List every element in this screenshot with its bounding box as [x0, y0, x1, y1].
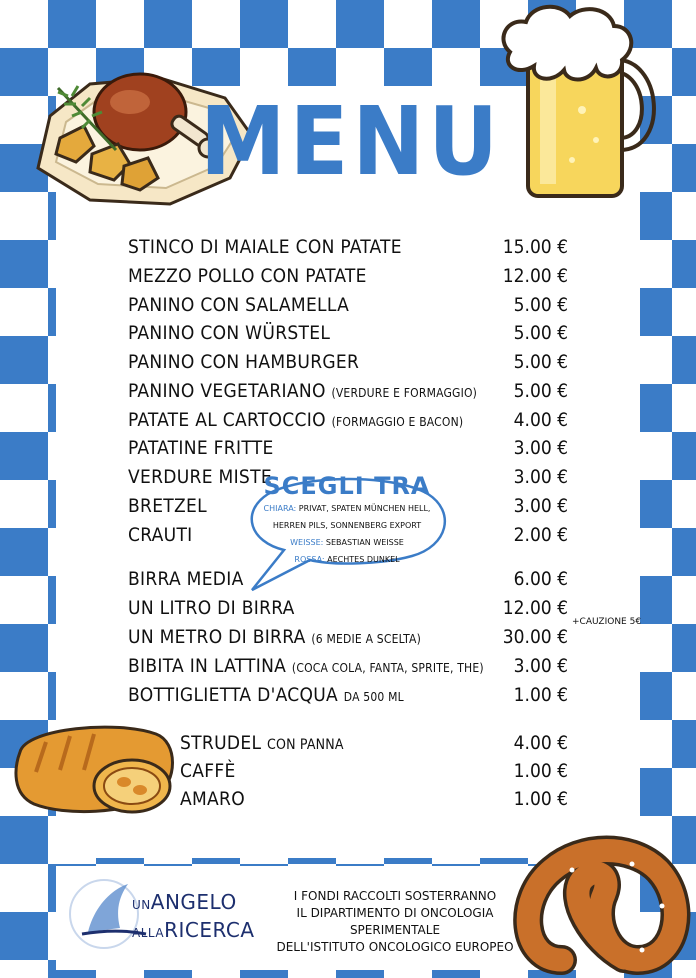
item-note: (VERDURE E FORMAGGIO) [331, 386, 478, 400]
item-price: 5.00 € [513, 294, 568, 316]
strudel-illustration [6, 712, 182, 820]
item-price: 4.00 € [513, 409, 568, 431]
item-name: PATATINE FRITTE [128, 437, 274, 459]
list-item [180, 732, 568, 760]
logo-text-line2: ALLARICERCA [132, 918, 255, 942]
list-item [180, 788, 568, 816]
item-name: MEZZO POLLO CON PATATE [128, 265, 367, 287]
footer-line-3: DELL'ISTITUTO ONCOLOGICO EUROPEO [276, 940, 514, 954]
menu-title: MENU [200, 87, 503, 197]
item-price: 1.00 € [513, 788, 568, 810]
item-name: AMARO [180, 788, 245, 810]
item-price: 3.00 € [513, 466, 568, 488]
item-price: 12.00 € [502, 265, 568, 287]
item-name: CRAUTI [128, 524, 193, 546]
list-item [180, 760, 568, 788]
item-price: 15.00 € [502, 236, 568, 258]
list-item [128, 294, 568, 322]
list-item [128, 322, 568, 350]
list-item [128, 437, 568, 465]
footer-text [250, 888, 540, 956]
item-note: (FORMAGGIO E BACON) [331, 415, 464, 429]
item-price: 5.00 € [513, 322, 568, 344]
bubble-title: SCEGLI TRA [263, 472, 431, 500]
deposit-note: +CAUZIONE 5€ [572, 617, 642, 627]
beer-choice-bubble [244, 472, 450, 568]
item-note: CON PANNA [267, 737, 344, 753]
list-item [128, 684, 568, 712]
item-price: 1.00 € [513, 684, 568, 706]
item-price: 4.00 € [513, 732, 568, 754]
item-name: PANINO CON HAMBURGER [128, 351, 360, 373]
item-price: 3.00 € [513, 655, 568, 677]
bubble-line: WEISSE: SEBASTIAN WEISSE [290, 538, 404, 547]
item-price: 1.00 € [513, 760, 568, 782]
item-name: STINCO DI MAIALE CON PATATE [128, 236, 402, 258]
item-name: BIBITA IN LATTINA (COCA COLA, FANTA, SPRITE, THE) [128, 655, 484, 677]
item-name: PATATE AL CARTOCCIO (FORMAGGIO E BACON) [128, 409, 464, 431]
item-price: 5.00 € [513, 351, 568, 373]
item-name: UN METRO DI BIRRA (6 MEDIE A SCELTA) [128, 626, 422, 648]
item-name: BIRRA MEDIA [128, 568, 244, 590]
item-name: STRUDEL CON PANNA [180, 732, 344, 754]
item-price: 3.00 € [513, 437, 568, 459]
item-name: UN LITRO DI BIRRA [128, 597, 295, 619]
item-name: VERDURE MISTE [128, 466, 272, 488]
item-price: 5.00 € [513, 380, 568, 402]
list-item [128, 351, 568, 379]
list-item [128, 626, 568, 654]
item-price: 3.00 € [513, 495, 568, 517]
beer-mug-illustration [492, 0, 672, 206]
list-item [128, 568, 568, 596]
list-item [128, 409, 568, 437]
item-price: 30.00 € [502, 626, 568, 648]
bubble-line: ROSSA: AECHTES DUNKEL [294, 555, 400, 564]
bubble-line: CHIARA: PRIVAT, SPATEN MÜNCHEN HELL, [263, 504, 431, 513]
angel-wing-logo [66, 872, 246, 958]
list-item [128, 236, 568, 264]
list-item [128, 655, 568, 683]
item-name: CAFFÈ [180, 760, 236, 782]
item-price: 12.00 € [502, 597, 568, 619]
logo-text-line1: UNANGELO [132, 890, 237, 914]
item-name: PANINO CON SALAMELLA [128, 294, 350, 316]
item-price: 6.00 € [513, 568, 568, 590]
item-price: 2.00 € [513, 524, 568, 546]
bubble-line: HERREN PILS, SONNENBERG EXPORT [272, 521, 422, 530]
footer-line-2: IL DIPARTIMENTO DI ONCOLOGIA SPERIMENTALE [296, 906, 494, 937]
item-name: BOTTIGLIETTA D'ACQUA DA 500 ML [128, 684, 404, 706]
item-note: (COCA COLA, FANTA, SPRITE, THE) [291, 661, 484, 675]
item-name: PANINO VEGETARIANO (VERDURE E FORMAGGIO) [128, 380, 478, 402]
item-name: BRETZEL [128, 495, 207, 517]
footer-line-1: I FONDI RACCOLTI SOSTERRANNO [293, 889, 497, 903]
item-note: (6 MEDIE A SCELTA) [311, 632, 422, 646]
list-item [128, 380, 568, 408]
list-item [128, 265, 568, 293]
item-name: PANINO CON WÜRSTEL [128, 322, 331, 344]
list-item [128, 597, 568, 625]
item-note: DA 500 ML [343, 690, 404, 704]
